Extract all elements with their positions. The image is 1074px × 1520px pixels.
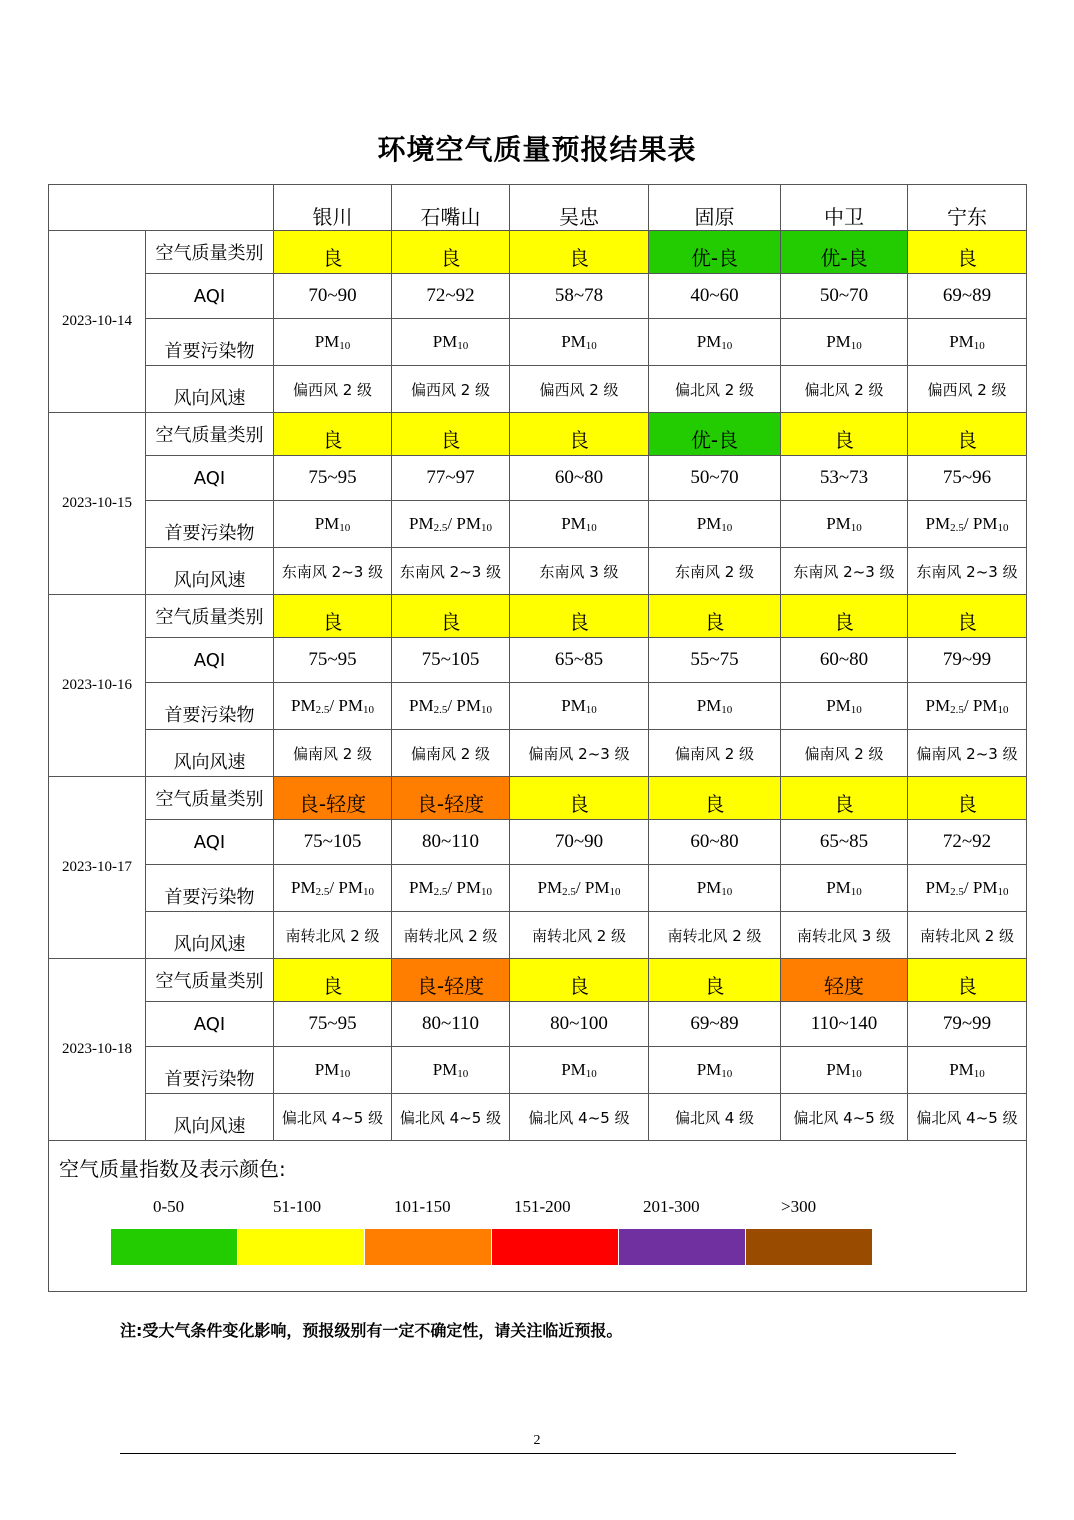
wind-cell: 偏南风 2~3 级 — [510, 730, 649, 777]
legend-labels — [111, 1197, 911, 1219]
pollutant-cell: $PM_{2.5}/$ $PM_{10}$ — [510, 865, 649, 912]
legend-cell — [49, 1141, 1027, 1292]
legend-range-label: 101-150 — [394, 1197, 451, 1216]
aqi-cell: 60~80 — [649, 820, 781, 865]
aqi-cell: 58~78 — [510, 274, 649, 319]
row-pollutant — [49, 319, 1027, 366]
wind-cell: 偏西风 2 级 — [274, 366, 392, 413]
aqi-cell: 40~60 — [649, 274, 781, 319]
aqi-cell: 53~73 — [781, 456, 908, 501]
pollutant-cell: $PM_{10}$ — [781, 865, 908, 912]
category-cell: 优-良 — [649, 231, 781, 274]
pollutant-cell: $PM_{10}$ — [510, 683, 649, 730]
category-cell: 良 — [908, 777, 1027, 820]
pollutant-cell: $PM_{10}$ — [781, 319, 908, 366]
pollutant-cell: $PM_{2.5}/$ $PM_{10}$ — [392, 501, 510, 548]
aqi-cell: 72~92 — [392, 274, 510, 319]
row-label-category: 空气质量类别 — [146, 959, 274, 1002]
legend-swatch — [492, 1229, 618, 1265]
date-cell: 2023-10-14 — [49, 231, 146, 413]
forecast-note: 注:受大气条件变化影响，预报级别有一定不确定性，请关注临近预报。 — [120, 1321, 623, 1340]
aqi-cell: 75~95 — [274, 456, 392, 501]
row-label-pollutant: 首要污染物 — [146, 319, 274, 366]
aqi-cell: 79~99 — [908, 638, 1027, 683]
aqi-cell: 77~97 — [392, 456, 510, 501]
aqi-cell: 55~75 — [649, 638, 781, 683]
row-aqi — [49, 274, 1027, 319]
city-header: 固原 — [649, 185, 781, 231]
wind-cell: 偏西风 2 级 — [392, 366, 510, 413]
date-cell: 2023-10-16 — [49, 595, 146, 777]
category-cell: 良 — [510, 231, 649, 274]
category-cell: 良 — [649, 595, 781, 638]
row-pollutant — [49, 1047, 1027, 1094]
row-aqi — [49, 1002, 1027, 1047]
row-category — [49, 413, 1027, 456]
pollutant-cell: $PM_{10}$ — [392, 319, 510, 366]
wind-cell: 偏南风 2 级 — [781, 730, 908, 777]
aqi-cell: 80~110 — [392, 820, 510, 865]
pollutant-cell: $PM_{10}$ — [649, 1047, 781, 1094]
wind-cell: 偏北风 4 级 — [649, 1094, 781, 1141]
pollutant-cell: $PM_{10}$ — [510, 1047, 649, 1094]
wind-cell: 偏北风 4~5 级 — [781, 1094, 908, 1141]
air-quality-forecast-table — [48, 184, 1027, 1292]
row-aqi — [49, 820, 1027, 865]
wind-cell: 南转北风 2 级 — [274, 912, 392, 959]
pollutant-cell: $PM_{10}$ — [781, 501, 908, 548]
category-cell: 良-轻度 — [392, 959, 510, 1002]
aqi-cell: 60~80 — [510, 456, 649, 501]
category-cell: 良 — [510, 777, 649, 820]
row-category — [49, 595, 1027, 638]
aqi-cell: 80~100 — [510, 1002, 649, 1047]
row-category — [49, 959, 1027, 1002]
wind-cell: 偏北风 4~5 级 — [392, 1094, 510, 1141]
wind-cell: 东南风 2~3 级 — [908, 548, 1027, 595]
category-cell: 良 — [781, 595, 908, 638]
row-wind — [49, 1094, 1027, 1141]
legend-title: 空气质量指数及表示颜色: — [59, 1157, 286, 1181]
legend-range-label: 201-300 — [643, 1197, 700, 1216]
wind-cell: 偏北风 4~5 级 — [274, 1094, 392, 1141]
pollutant-cell: $PM_{2.5}/$ $PM_{10}$ — [274, 683, 392, 730]
category-cell: 轻度 — [781, 959, 908, 1002]
aqi-cell: 65~85 — [510, 638, 649, 683]
category-cell: 良-轻度 — [274, 777, 392, 820]
legend-range-label: 51-100 — [273, 1197, 322, 1216]
row-wind — [49, 366, 1027, 413]
wind-cell: 偏西风 2 级 — [908, 366, 1027, 413]
legend-swatch — [111, 1229, 237, 1265]
aqi-cell: 75~105 — [392, 638, 510, 683]
aqi-cell: 69~89 — [908, 274, 1027, 319]
pollutant-cell: $PM_{10}$ — [908, 1047, 1027, 1094]
aqi-cell: 72~92 — [908, 820, 1027, 865]
pollutant-cell: $PM_{2.5}/$ $PM_{10}$ — [392, 683, 510, 730]
pollutant-cell: $PM_{2.5}/$ $PM_{10}$ — [908, 501, 1027, 548]
row-label-category: 空气质量类别 — [146, 413, 274, 456]
category-cell: 良 — [908, 959, 1027, 1002]
row-label-category: 空气质量类别 — [146, 595, 274, 638]
legend-range-label: 0-50 — [153, 1197, 185, 1216]
wind-cell: 东南风 2~3 级 — [781, 548, 908, 595]
pollutant-cell: $PM_{10}$ — [649, 501, 781, 548]
pollutant-cell: $PM_{10}$ — [274, 501, 392, 548]
category-cell: 良 — [649, 959, 781, 1002]
aqi-cell: 70~90 — [274, 274, 392, 319]
legend-range-label: >300 — [781, 1197, 817, 1216]
legend-row — [49, 1141, 1027, 1292]
pollutant-cell: $PM_{10}$ — [649, 319, 781, 366]
category-cell: 良 — [274, 231, 392, 274]
aqi-cell: 65~85 — [781, 820, 908, 865]
row-label-wind: 风向风速 — [146, 548, 274, 595]
category-cell: 良 — [781, 777, 908, 820]
aqi-cell: 75~95 — [274, 638, 392, 683]
row-label-category: 空气质量类别 — [146, 777, 274, 820]
row-label-wind: 风向风速 — [146, 912, 274, 959]
pollutant-cell: $PM_{10}$ — [510, 501, 649, 548]
row-label-pollutant: 首要污染物 — [146, 865, 274, 912]
wind-cell: 偏北风 2 级 — [649, 366, 781, 413]
row-label-aqi: AQI — [146, 456, 274, 501]
category-cell: 良 — [510, 959, 649, 1002]
category-cell: 良 — [274, 959, 392, 1002]
category-cell: 良 — [908, 595, 1027, 638]
row-category — [49, 231, 1027, 274]
aqi-cell: 50~70 — [781, 274, 908, 319]
row-pollutant — [49, 865, 1027, 912]
wind-cell: 南转北风 3 级 — [781, 912, 908, 959]
pollutant-cell: $PM_{2.5}/$ $PM_{10}$ — [392, 865, 510, 912]
wind-cell: 东南风 2~3 级 — [274, 548, 392, 595]
city-header: 中卫 — [781, 185, 908, 231]
category-cell: 良 — [274, 413, 392, 456]
row-label-wind: 风向风速 — [146, 366, 274, 413]
wind-cell: 偏南风 2 级 — [649, 730, 781, 777]
row-label-aqi: AQI — [146, 820, 274, 865]
pollutant-cell: $PM_{2.5}/$ $PM_{10}$ — [908, 683, 1027, 730]
row-aqi — [49, 638, 1027, 683]
city-header: 石嘴山 — [392, 185, 510, 231]
row-label-pollutant: 首要污染物 — [146, 683, 274, 730]
legend-swatch — [238, 1229, 364, 1265]
wind-cell: 偏北风 2 级 — [781, 366, 908, 413]
row-wind — [49, 548, 1027, 595]
page-title: 环境空气质量预报结果表 — [377, 133, 697, 166]
category-cell: 良 — [392, 231, 510, 274]
aqi-cell: 60~80 — [781, 638, 908, 683]
city-header: 宁东 — [908, 185, 1027, 231]
category-cell: 良 — [510, 413, 649, 456]
date-cell: 2023-10-15 — [49, 413, 146, 595]
aqi-cell: 75~105 — [274, 820, 392, 865]
wind-cell: 东南风 2 级 — [649, 548, 781, 595]
pollutant-cell: $PM_{10}$ — [274, 1047, 392, 1094]
legend-range-label: 151-200 — [514, 1197, 571, 1216]
category-cell: 良 — [781, 413, 908, 456]
aqi-cell: 75~95 — [274, 1002, 392, 1047]
aqi-cell: 70~90 — [510, 820, 649, 865]
legend-swatch — [619, 1229, 745, 1265]
aqi-cell: 80~110 — [392, 1002, 510, 1047]
city-header: 吴忠 — [510, 185, 649, 231]
pollutant-cell: $PM_{10}$ — [649, 683, 781, 730]
page-number: 2 — [533, 1433, 541, 1448]
aqi-cell: 69~89 — [649, 1002, 781, 1047]
category-cell: 良 — [274, 595, 392, 638]
category-cell: 良-轻度 — [392, 777, 510, 820]
pollutant-cell: $PM_{10}$ — [908, 319, 1027, 366]
legend-swatch — [746, 1229, 872, 1265]
aqi-cell: 50~70 — [649, 456, 781, 501]
row-wind — [49, 730, 1027, 777]
wind-cell: 南转北风 2 级 — [510, 912, 649, 959]
wind-cell: 南转北风 2 级 — [649, 912, 781, 959]
pollutant-cell: $PM_{10}$ — [510, 319, 649, 366]
header-row — [49, 185, 1027, 231]
category-cell: 良 — [649, 777, 781, 820]
date-cell: 2023-10-17 — [49, 777, 146, 959]
row-label-wind: 风向风速 — [146, 1094, 274, 1141]
pollutant-cell: $PM_{10}$ — [392, 1047, 510, 1094]
pollutant-cell: $PM_{2.5}/$ $PM_{10}$ — [908, 865, 1027, 912]
pollutant-cell: $PM_{10}$ — [781, 683, 908, 730]
wind-cell: 南转北风 2 级 — [908, 912, 1027, 959]
category-cell: 良 — [392, 595, 510, 638]
wind-cell: 偏南风 2 级 — [274, 730, 392, 777]
category-cell: 良 — [392, 413, 510, 456]
row-category — [49, 777, 1027, 820]
wind-cell: 东南风 2~3 级 — [392, 548, 510, 595]
row-wind — [49, 912, 1027, 959]
pollutant-cell: $PM_{10}$ — [649, 865, 781, 912]
pollutant-cell: $PM_{2.5}/$ $PM_{10}$ — [274, 865, 392, 912]
row-label-aqi: AQI — [146, 1002, 274, 1047]
row-label-pollutant: 首要污染物 — [146, 1047, 274, 1094]
aqi-cell: 79~99 — [908, 1002, 1027, 1047]
row-label-category: 空气质量类别 — [146, 231, 274, 274]
category-cell: 优-良 — [781, 231, 908, 274]
pollutant-cell: $PM_{10}$ — [781, 1047, 908, 1094]
aqi-cell: 110~140 — [781, 1002, 908, 1047]
row-label-aqi: AQI — [146, 274, 274, 319]
wind-cell: 偏北风 4~5 级 — [908, 1094, 1027, 1141]
row-aqi — [49, 456, 1027, 501]
wind-cell: 东南风 3 级 — [510, 548, 649, 595]
city-header: 银川 — [274, 185, 392, 231]
wind-cell: 南转北风 2 级 — [392, 912, 510, 959]
date-cell: 2023-10-18 — [49, 959, 146, 1141]
row-pollutant — [49, 683, 1027, 730]
row-pollutant — [49, 501, 1027, 548]
legend-swatch — [365, 1229, 491, 1265]
category-cell: 良 — [908, 413, 1027, 456]
wind-cell: 偏南风 2 级 — [392, 730, 510, 777]
wind-cell: 偏南风 2~3 级 — [908, 730, 1027, 777]
row-label-wind: 风向风速 — [146, 730, 274, 777]
header-corner — [49, 185, 274, 231]
category-cell: 优-良 — [649, 413, 781, 456]
wind-cell: 偏西风 2 级 — [510, 366, 649, 413]
category-cell: 良 — [908, 231, 1027, 274]
wind-cell: 偏北风 4~5 级 — [510, 1094, 649, 1141]
footer-divider — [120, 1453, 956, 1454]
row-label-pollutant: 首要污染物 — [146, 501, 274, 548]
pollutant-cell: $PM_{10}$ — [274, 319, 392, 366]
aqi-cell: 75~96 — [908, 456, 1027, 501]
row-label-aqi: AQI — [146, 638, 274, 683]
category-cell: 良 — [510, 595, 649, 638]
